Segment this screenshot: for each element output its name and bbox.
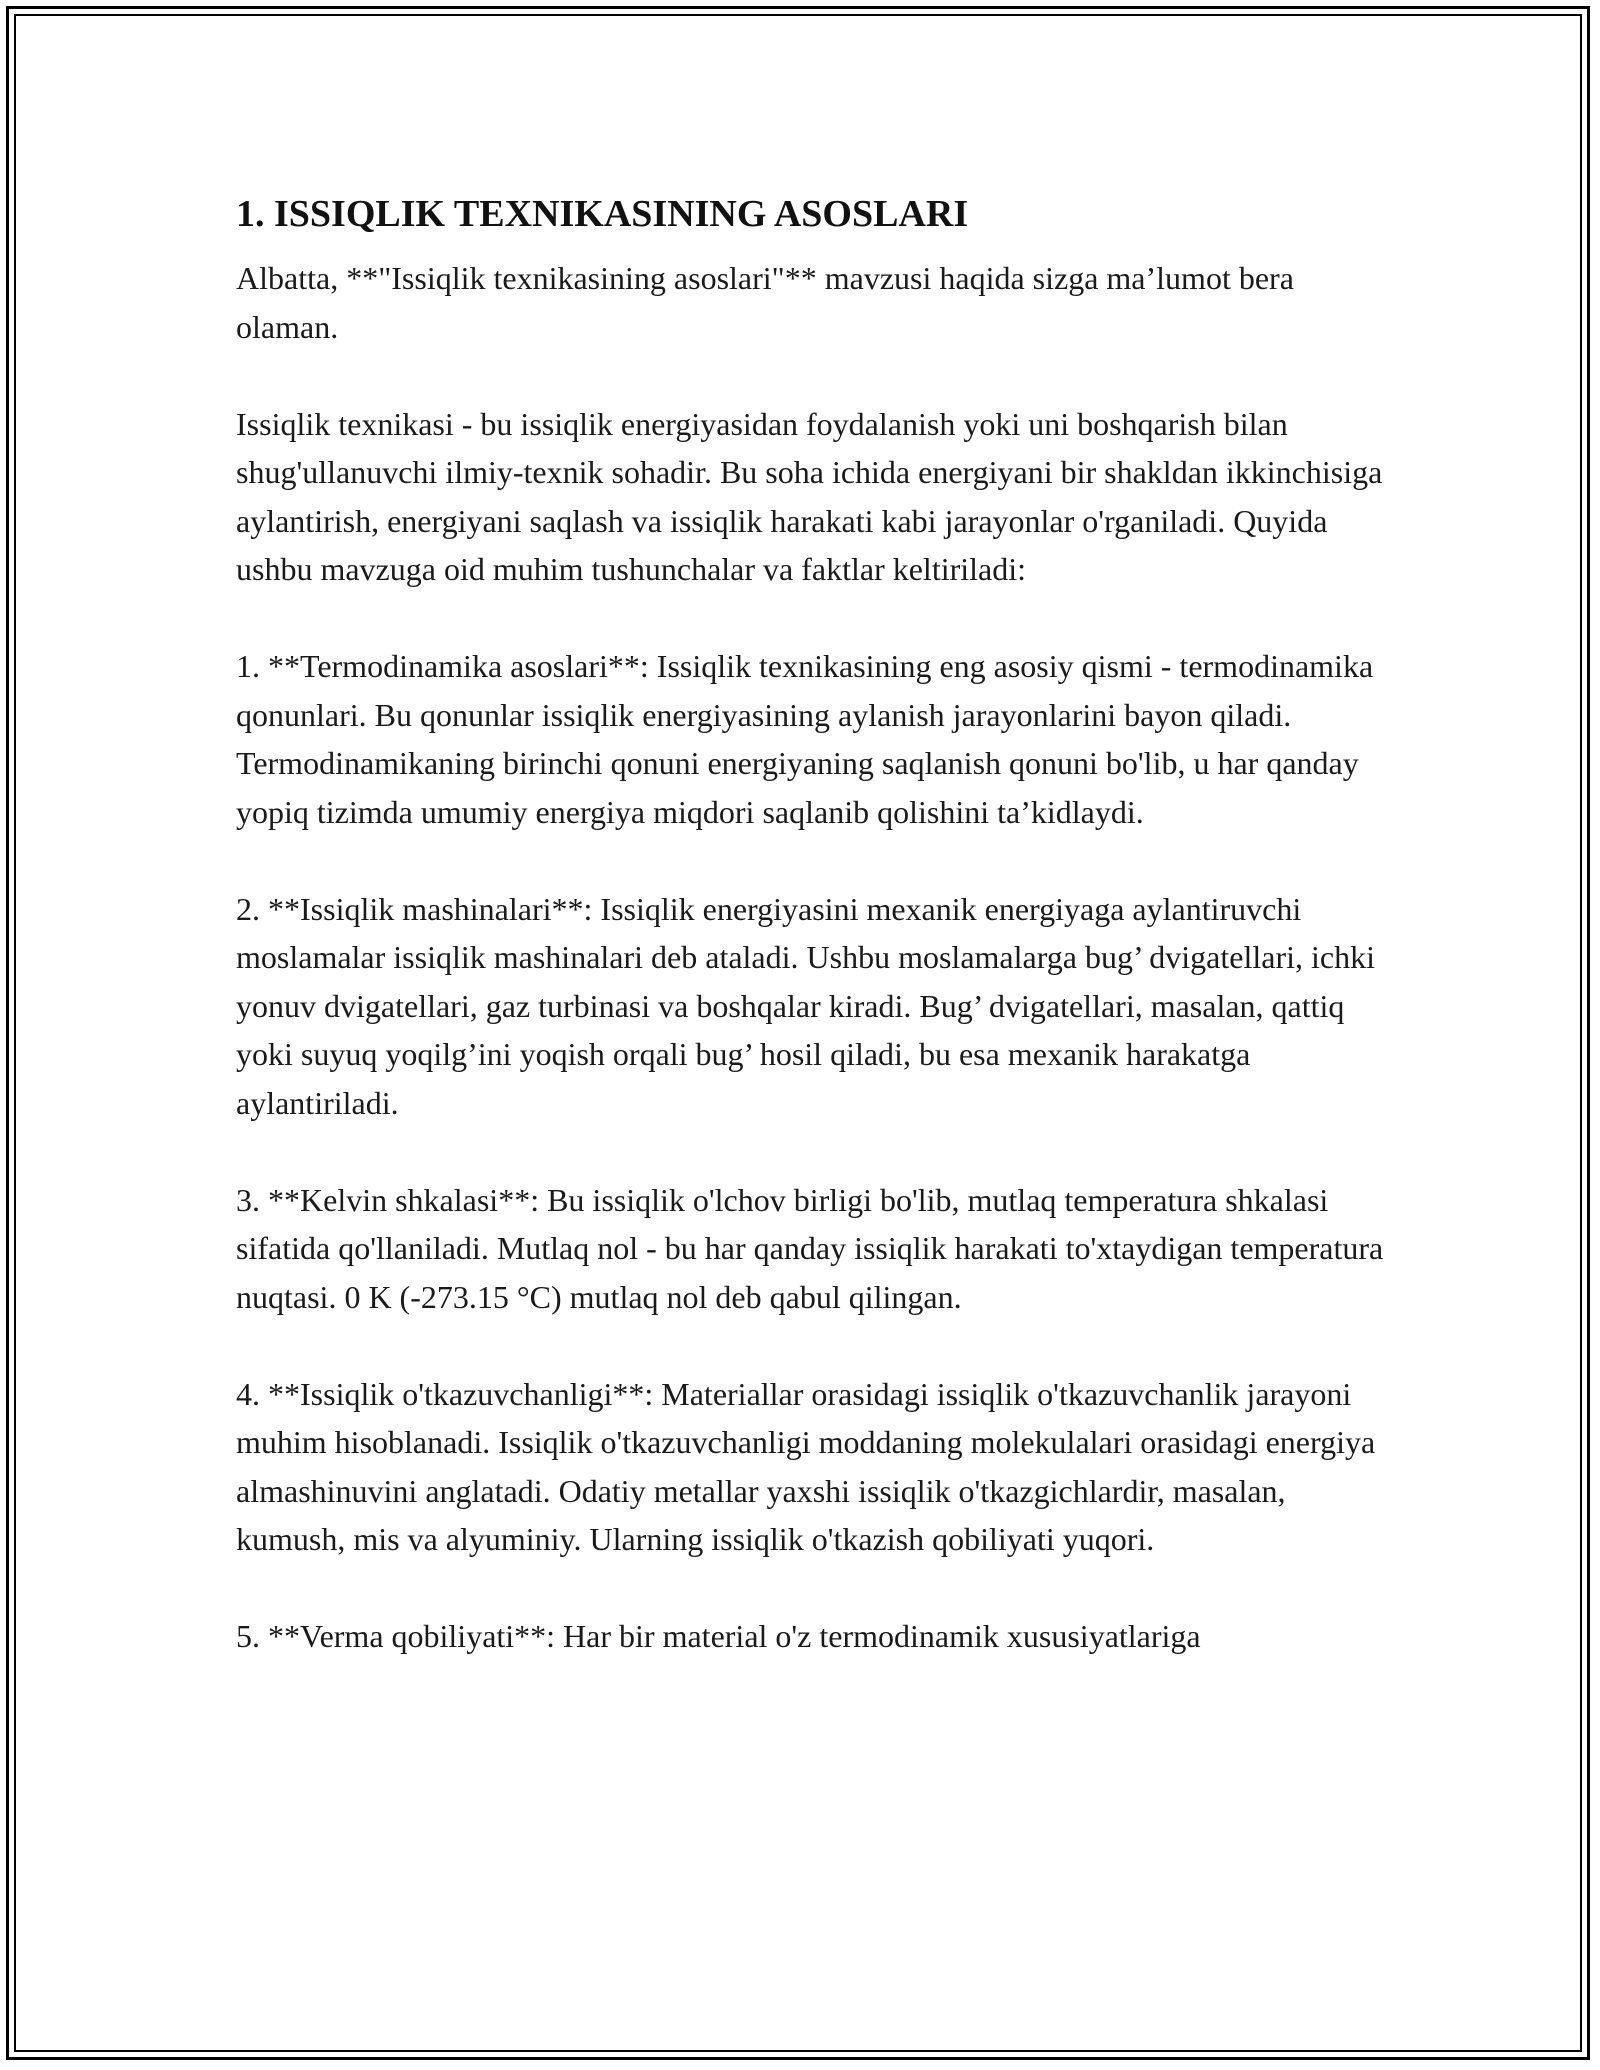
intro-paragraph: Albatta, **"Issiqlik texnikasining asoslari"** mavzusi haqida sizga ma’lumot bera olaman.: [236, 260, 1294, 345]
document-title: 1. ISSIQLIK TEXNIKASINING ASOSLARI: [236, 193, 969, 235]
list-item-kelvin-shkalasi: 3. **Kelvin shkalasi**: Bu issiqlik o'lchov birligi bo'lib, mutlaq temperatura shkalasi sifatida qo'llaniladi. Mutlaq nol - bu har qanday issiqlik harakati to'xtaydigan temperatura nuqtasi. 0 K (-273.15 °C) mutlaq nol deb qabul qilingan.: [236, 1181, 1384, 1315]
document-body: [236, 186, 1386, 1661]
list-item-issiqlik-mashinalari: 2. **Issiqlik mashinalari**: Issiqlik energiyasini mexanik energiyaga aylantiruvchi moslamalar issiqlik mashinalari deb ataladi. Ushbu moslamalarga bug’ dvigatellari, ichki yonuv dvigatellari, gaz turbinasi va boshqalar kiradi. Bug’ dvigatellari, masalan, qattiq yoki suyuq yoqilg’ini yoqish orqali bug’ hosil qiladi, bu esa mexanik harakatga aylantiriladi.: [236, 890, 1375, 1121]
list-item-termodinamika: 1. **Termodinamika asoslari**: Issiqlik texnikasining eng asosiy qismi - termodinamika qonunlari. Bu qonunlar issiqlik energiyasining aylanish jarayonlarini bayon qiladi. Termodinamikaning birinchi qonuni energiyaning saqlanish qonuni bo'lib, u har qanday yopiq tizimda umumiy energiya miqdori saqlanib qolishini ta’kidlaydi.: [236, 648, 1374, 830]
list-item-verma-qobiliyati: 5. **Verma qobiliyati**: Har bir material o'z termodinamik xususiyatlariga: [236, 1618, 1201, 1654]
overview-paragraph: Issiqlik texnikasi - bu issiqlik energiyasidan foydalanish yoki uni boshqarish bilan shug'ullanuvchi ilmiy-texnik sohadir. Bu soha ichida energiyani bir shakldan ikkinchisiga aylantirish, energiyani saqlash va issiqlik harakati kabi jarayonlar o'rganiladi. Quyida ushbu mavzuga oid muhim tushunchalar va faktlar keltiriladi:: [236, 405, 1383, 587]
list-item-issiqlik-otkazuvchanligi: 4. **Issiqlik o'tkazuvchanligi**: Materiallar orasidagi issiqlik o'tkazuvchanlik jarayoni muhim hisoblanadi. Issiqlik o'tkazuvchanligi moddaning molekulalari orasidagi energiya almashinuvini anglatadi. Odatiy metallar yaxshi issiqlik o'tkazgichlardir, masalan, kumush, mis va alyuminiy. Ularning issiqlik o'tkazish qobiliyati yuqori.: [236, 1375, 1376, 1557]
